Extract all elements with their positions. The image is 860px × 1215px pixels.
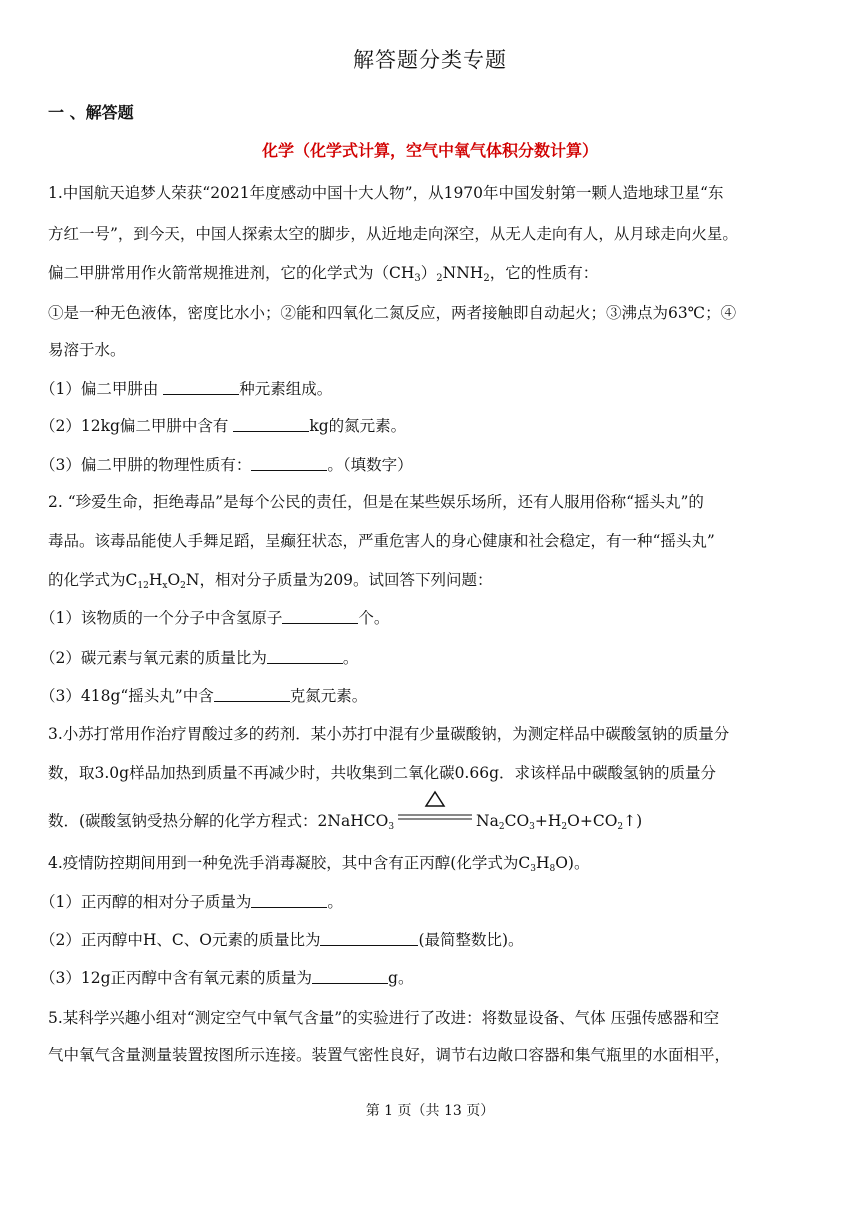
answer-blank[interactable] [267,648,343,664]
q4-part-2: （2）正丙醇中H、C、O元素的质量比为 (最简整数比)。 [40,931,524,949]
q1-part-1: （1）偏二甲肼由 种元素组成。 [40,380,333,398]
q2-part-2: （2）碳元素与氧元素的质量比为 。 [40,649,359,667]
q5-line-2: 气中氧气含量测量装置按图所示连接。装置气密性良好，调节右边敞口容器和集气瓶里的水面相平， [48,1046,731,1064]
q1-part-2: （2）12kg偏二甲肼中含有 kg的氮元素。 [40,417,407,435]
answer-blank[interactable] [312,968,388,984]
answer-blank[interactable] [251,892,327,908]
q4-part-3: （3）12g正丙醇中含有氧元素的质量为 g。 [40,969,414,987]
q1-line-1: 1.中国航天追梦人荣获“2021年度感动中国十大人物”，从1970年中国发射第一颗人造地球卫星“东 [48,184,724,202]
topic-subheading: 化学（化学式计算，空气中氧气体积分数计算） [261,141,598,160]
answer-blank[interactable] [282,608,358,624]
q2-part-1: （1）该物质的一个分子中含氢原子 个。 [40,609,390,627]
q5-line-1: 5.某科学兴趣小组对“测定空气中氧气含量”的实验进行了改进：将数显设备、气体 压强传感器和空 [48,1009,720,1027]
answer-blank[interactable] [320,930,418,946]
q3-line-2: 数，取3.0g样品加热到质量不再减少时，共收集到二氧化碳0.66g．求该样品中碳酸氢钠的质量分 [48,764,717,782]
q3-line-1: 3.小苏打常用作治疗胃酸过多的药剂．某小苏打中混有少量碳酸钠，为测定样品中碳酸氢钠的质量分 [48,725,730,743]
q1-line-3: 偏二甲肼常用作火箭常规推进剂，它的化学式为$(CH_3)_2NNH_2$，它的性质有： [48,264,599,284]
answer-blank[interactable] [233,416,309,432]
q1-part-3: （3）偏二甲肼的物理性质有： 。（填数字） [40,456,413,474]
q2-line-3: 的化学式为C12HxO2N，相对分子质量为209。试回答下列问题： [48,571,493,591]
q4-part-1: （1）正丙醇的相对分子质量为 。 [40,893,343,911]
q1-line-4: ①是一种无色液体，密度比水小；②能和四氧化二氮反应，两者接触即自动起火；③沸点为63℃；④ [48,304,737,322]
q2-line-1: 2. “珍爱生命，拒绝毒品”是每个公民的责任，但是在某些娱乐场所，还有人服用俗称“摇头丸”的 [48,493,704,511]
answer-blank[interactable] [214,686,290,702]
q4-line-1: 4.疫情防控期间用到一种免洗手消毒凝胶，其中含有正丙醇(化学式为C3H8O)。 [48,854,590,874]
heat-triangle-icon [394,788,476,830]
q2-part-3: （3）418g“摇头丸”中含 克氮元素。 [40,687,368,705]
answer-blank[interactable] [251,455,327,471]
q1-line-5: 易溶于水。 [48,341,126,359]
section-heading: 一 、解答题 [48,103,134,122]
q1-line-2: 方红一号”，到今天，中国人探索太空的脚步，从近地走向深空，从无人走向有人，从月球走向火星。 [48,225,738,243]
q3-line-3: 数．(碳酸氢钠受热分解的化学方程式：2NaHCO3 Na2CO3+H2O+CO2↑) [48,808,642,837]
page-footer: 第 1 页（共 13 页） [365,1103,495,1119]
answer-blank[interactable] [163,379,239,395]
heat-condition-arrow [394,808,476,828]
document-title: 解答题分类专题 [353,48,507,72]
q2-line-2: 毒品。该毒品能使人手舞足蹈，呈癫狂状态，严重危害人的身心健康和社会稳定，有一种“摇头丸” [48,532,715,550]
